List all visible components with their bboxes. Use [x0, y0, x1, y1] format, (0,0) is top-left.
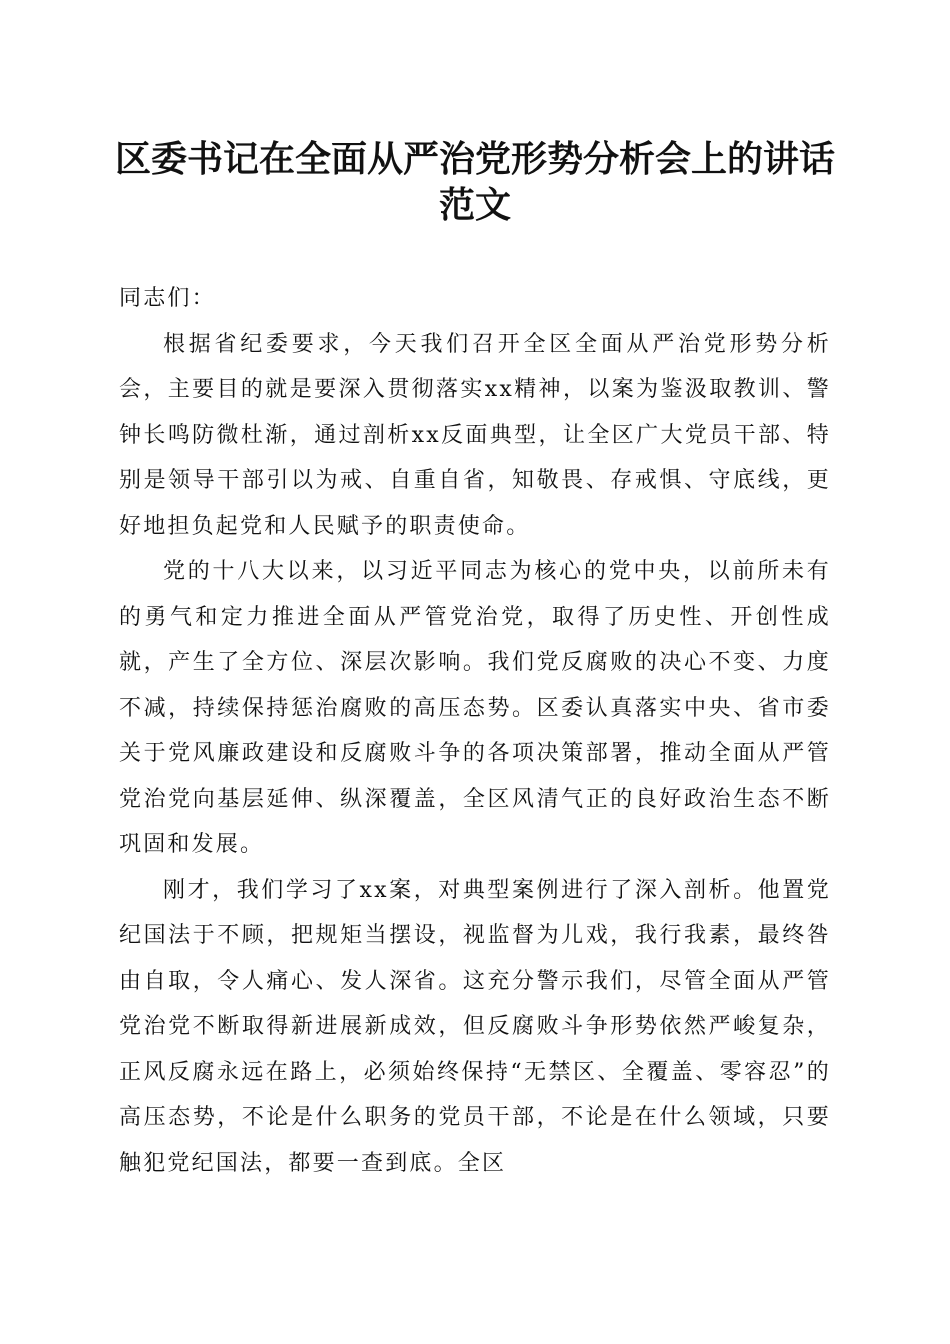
document-title: 区委书记在全面从严治党形势分析会上的讲话范文 — [114, 138, 835, 226]
paragraph-3: 刚才，我们学习了xx案，对典型案例进行了深入剖析。他置党纪国法于不顾，把规矩当摆设，视监督为儿戏，我行我素，最终咎由自取，令人痛心、发人深省。这充分警示我们，尽管全面从严管党治党不断取得新进展新成效，但反腐败斗争形势依然严峻复杂，正风反腐永远在路上，必须始终保持“无禁区、全覆盖、零容忍”的高压态势，不论是什么职务的党员干部，不论是在什么领域，只要触犯党纪国法，都要一查到底。全区 — [119, 877, 831, 1176]
paragraph-1: 根据省纪委要求，今天我们召开全区全面从严治党形势分析会，主要目的就是要深入贯彻落实xx精神，以案为鉴汲取教训、警钟长鸣防微杜渐，通过剖析xx反面典型，让全区广大党员干部、特别是领导干部引以为戒、自重自省，知敬畏、存戒惧、守底线，更好地担负起党和人民赋予的职责使命。 — [119, 331, 831, 539]
document-body — [119, 276, 831, 1186]
salutation: 同志们： — [119, 286, 216, 311]
paragraph-2: 党的十八大以来，以习近平同志为核心的党中央，以前所未有的勇气和定力推进全面从严管党治党，取得了历史性、开创性成就，产生了全方位、深层次影响。我们党反腐败的决心不变、力度不减，持续保持惩治腐败的高压态势。区委认真落实中央、省市委关于党风廉政建设和反腐败斗争的各项决策部署，推动全面从严管党治党向基层延伸、纵深覆盖，全区风清气正的良好政治生态不断巩固和发展。 — [119, 559, 831, 857]
